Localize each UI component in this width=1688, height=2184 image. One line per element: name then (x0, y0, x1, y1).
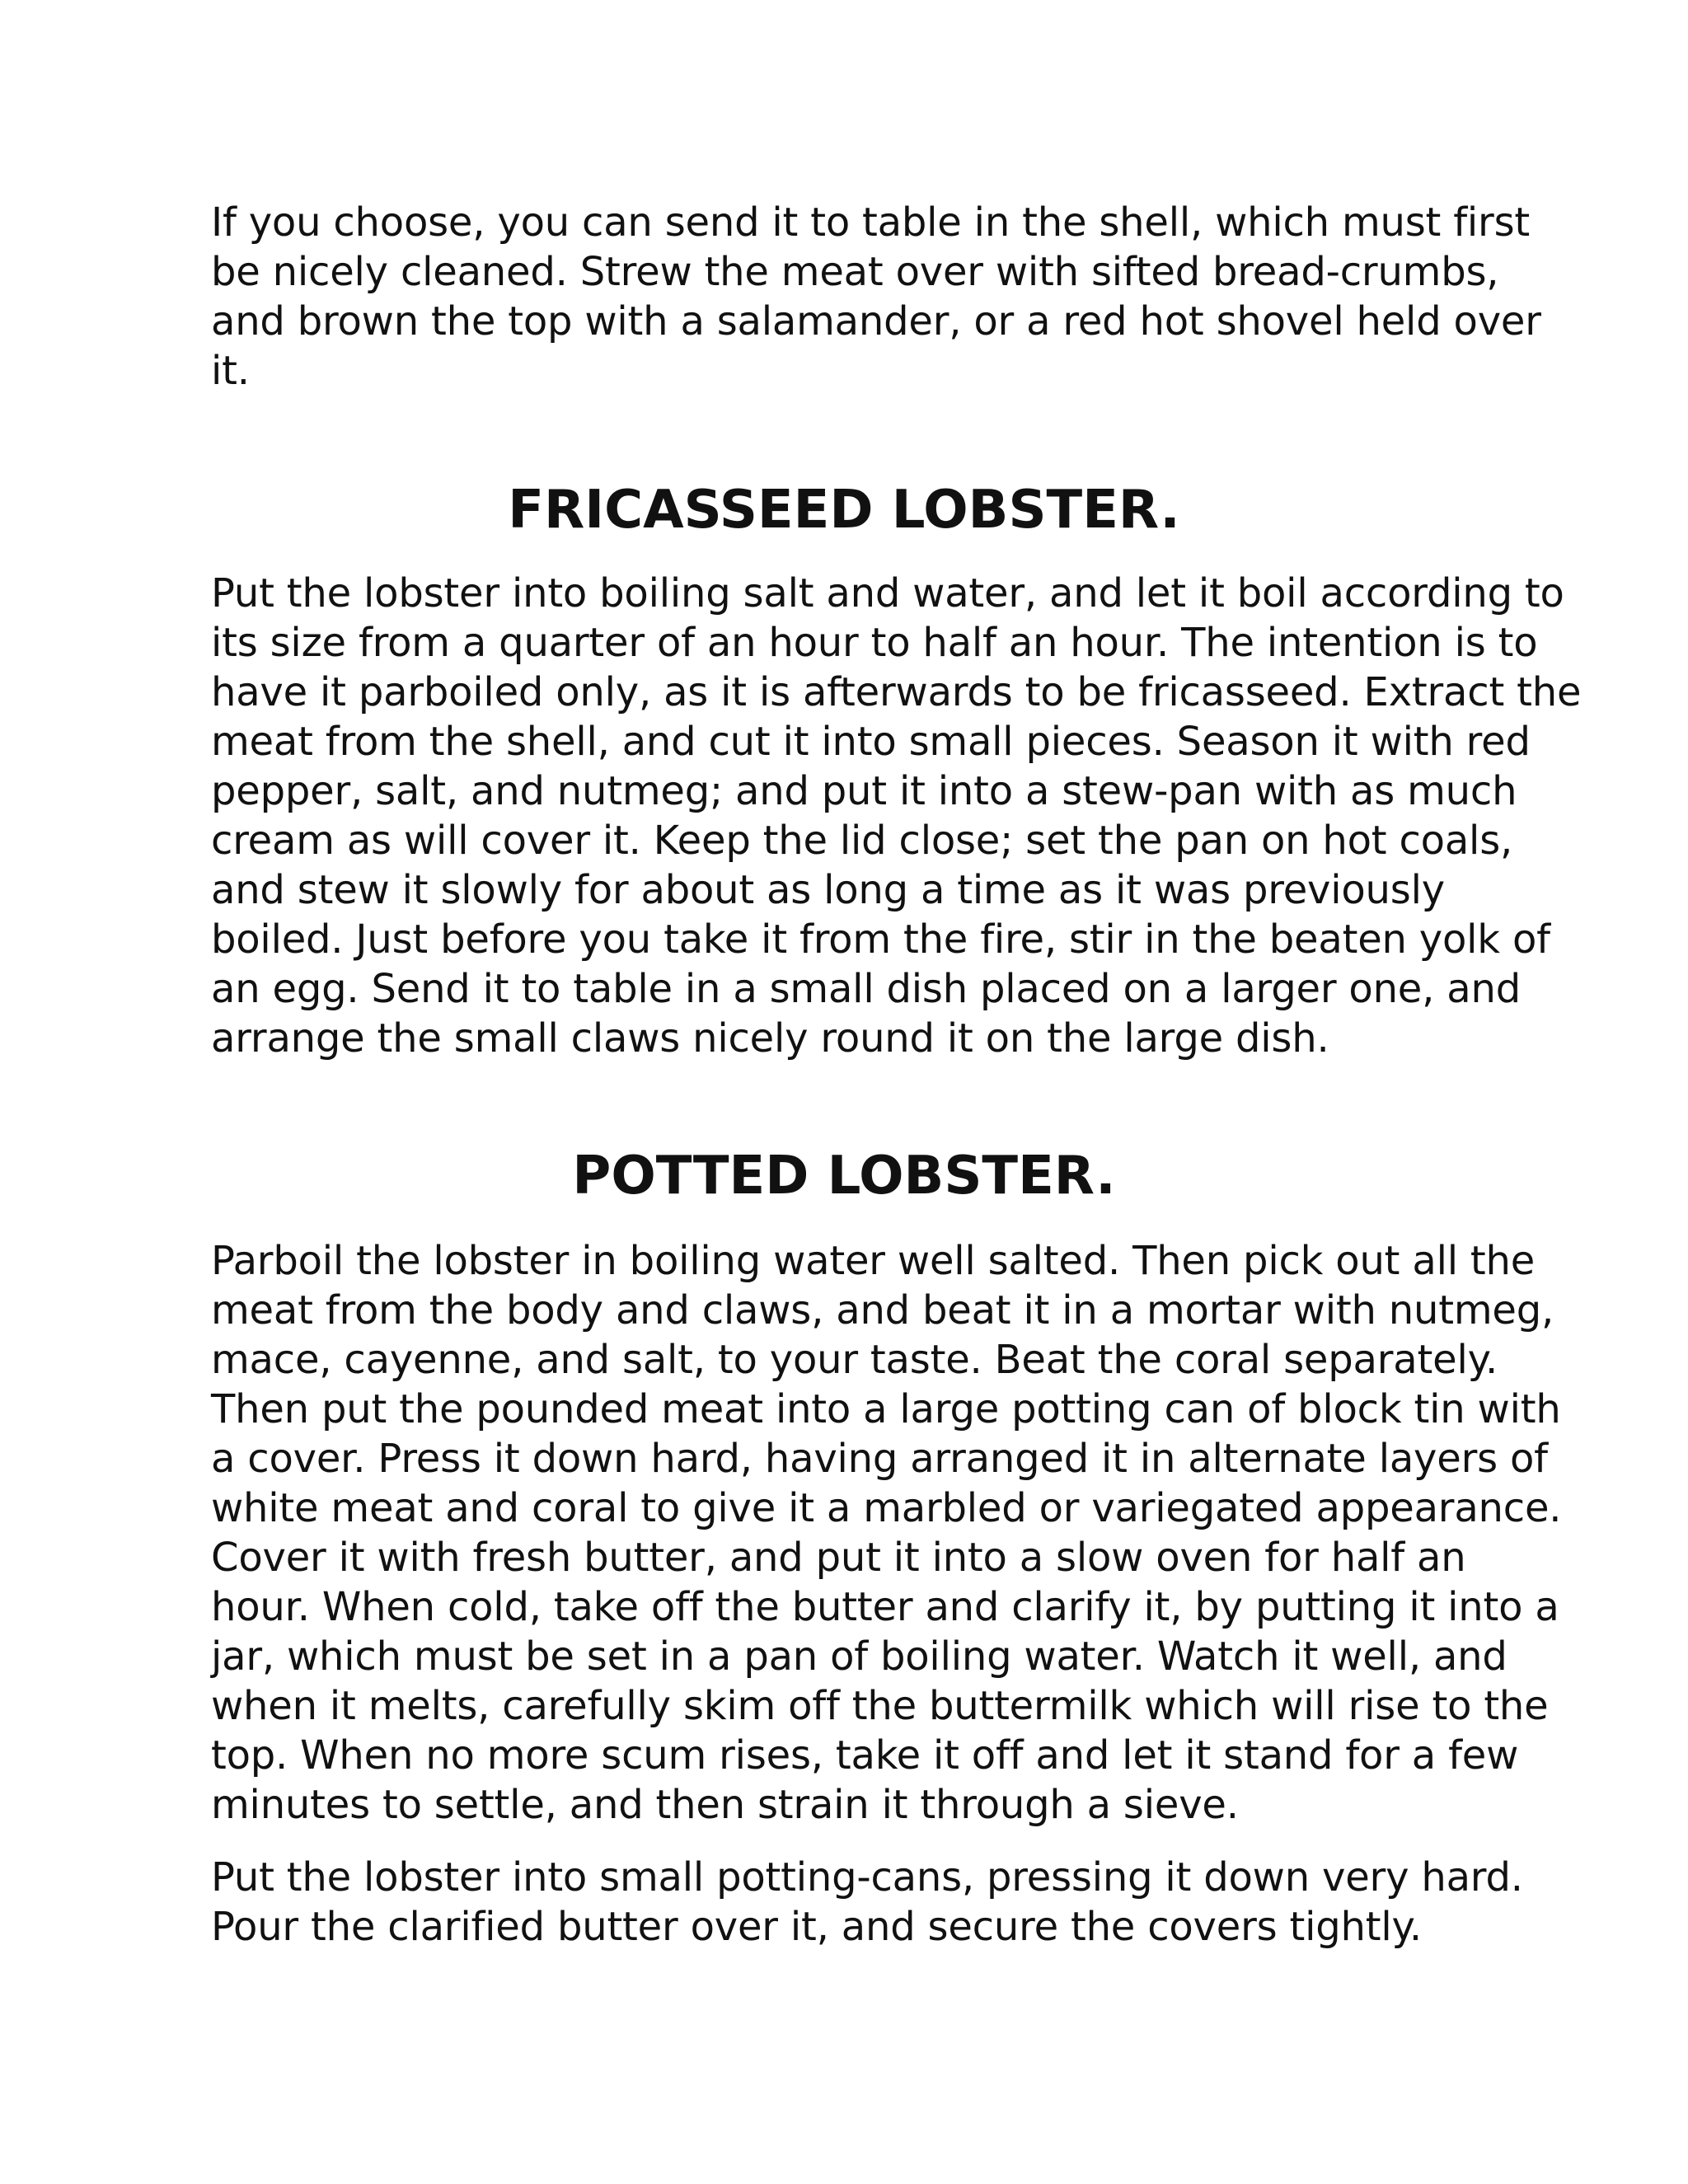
intro-paragraph: If you choose, you can send it to table in the shell, which must first be nicely cleaned. Strew the meat over with sifted bread-crumbs, and brown the top with a salamander, or a red hot shovel held over it. (211, 199, 1541, 394)
section-title-fricasseed-lobster: FRICASSEED LOBSTER. (508, 480, 1180, 541)
potted-lobster-paragraph-2: Put the lobster into small potting-cans, pressing it down very hard. Pour the clarified butter over it, and secure the covers tightly. (211, 1854, 1523, 1950)
section-title-potted-lobster: POTTED LOBSTER. (572, 1146, 1116, 1207)
fricasseed-lobster-paragraph: Put the lobster into boiling salt and water, and let it boil according to its size from a quarter of an hour to half an hour. The intention is to have it parboiled only, as it is afterwards to be fricasseed. Extract the meat from the shell, and cut it into small pieces. Season it with red pepper, salt, and nutmeg; and put it into a stew-pan with as much cream as will cover it. Keep the lid close; set the pan on hot coals, and stew it slowly for about as long a time as it was previously boiled. Just before you take it from the fire, stir in the beaten yolk of an egg. Send it to table in a small dish placed on a larger one, and arrange the small claws nicely round it on the large dish. (211, 570, 1582, 1062)
potted-lobster-paragraph-1: Parboil the lobster in boiling water well salted. Then pick out all the meat from the body and claws, and beat it in a mortar with nutmeg, mace, cayenne, and salt, to your taste. Beat the coral separately. Then put the pounded meat into a large potting can of block tin with a cover. Press it down hard, having arranged it in alternate layers of white meat and coral to give it a marbled or variegated appearance. Cover it with fresh butter, and put it into a slow oven for half an hour. When cold, take off the butter and clarify it, by putting it into a jar, which must be set in a pan of boiling water. Watch it well, and when it melts, carefully skim off the buttermilk which will rise to the top. When no more scum rises, take it off and let it stand for a few minutes to settle, and then strain it through a sieve. (211, 1238, 1562, 1828)
